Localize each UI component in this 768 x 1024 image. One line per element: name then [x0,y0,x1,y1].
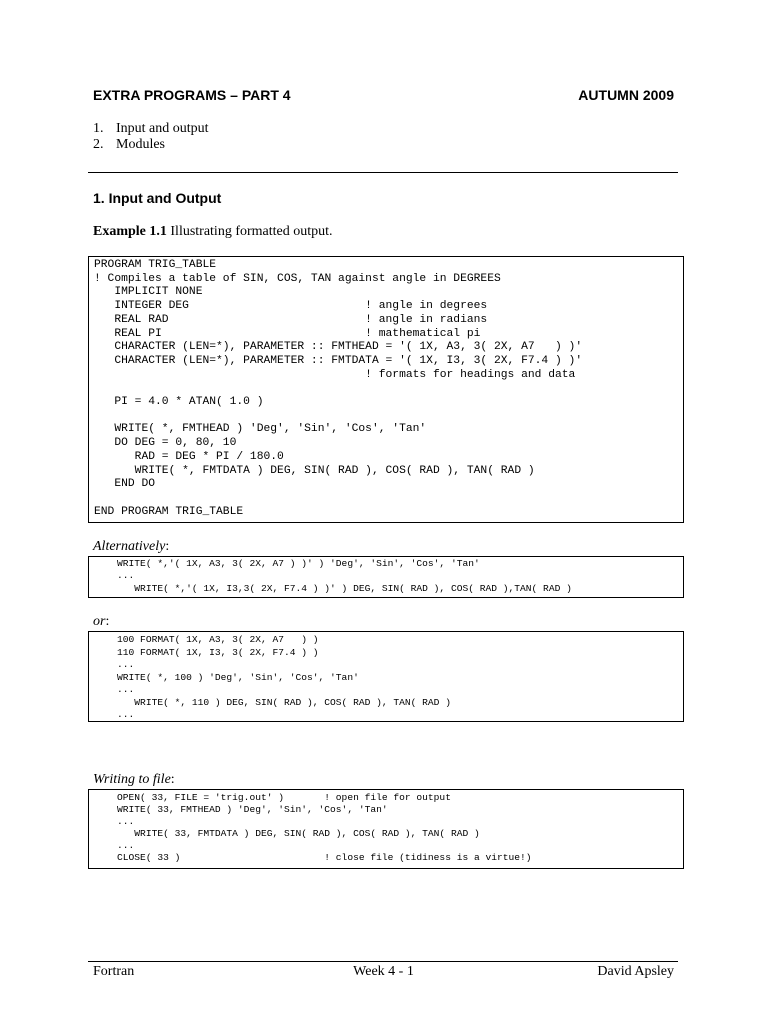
page-footer [93,964,674,982]
list-item-label: Input and output [116,121,209,136]
example-caption [93,224,333,240]
term-label: AUTUMN 2009 [578,87,674,103]
code-text: OPEN( 33, FILE = 'trig.out' ) ! open file for output WRITE( 33, FMTHEAD ) 'Deg', 'Sin', 'Cos', 'Tan' ... WRITE( 33, FMTDATA ) DEG, SIN( RAD ), COS( RAD ), TAN( RAD ) ... CLOSE( 33 ) ! close file (tidiness is a virtue!) [117,792,532,864]
list-item [93,137,209,153]
file-writing-caption [93,772,175,788]
code-listing-alternative [88,556,684,598]
footer-page-number: Week 4 - 1 [353,964,414,979]
footer-divider [88,961,678,962]
caption-colon: : [105,614,110,629]
contents-list [93,121,209,153]
list-item-label: Modules [116,137,165,152]
example-label: Example 1.1 [93,224,167,239]
caption-text: Alternatively [93,539,166,554]
caption-colon: : [170,772,175,787]
list-item [93,121,209,137]
alternative-caption [93,539,169,555]
or-caption [93,614,109,630]
code-listing-main [88,256,684,523]
code-text: WRITE( *,'( 1X, A3, 3( 2X, A7 ) )' ) 'Deg', 'Sin', 'Cos', 'Tan' ... WRITE( *,'( 1X, I3,3( 2X, F7.4 ) )' ) DEG, SIN( RAD ), COS( RAD ),TAN( RAD ) [117,558,572,594]
list-item-number: 2. [93,137,104,152]
section-heading: 1. Input and Output [93,190,222,206]
code-text: PROGRAM TRIG_TABLE ! Compiles a table of SIN, COS, TAN against angle in DEGREES IMPLICIT NONE INTEGER DEG ! angle in degrees REAL RAD ! angle in radians REAL PI ! mathematical pi CHARACTER (LEN=*), PARAMETER :: FMTHEAD = '( 1X, A3, 3( 2X, A7 ) )' CHARACTER (LEN=*), PARAMETER :: FMTDATA = '( 1X, I3, 3( 2X, F7.4 ) )' ! formats for headings and data PI = 4.0 * ATAN( 1.0 ) WRITE( *, FMTHEAD ) 'Deg', 'Sin', 'Cos', 'Tan' DO DEG = 0, 80, 10 RAD = DEG * PI / 180.0 WRITE( *, FMTDATA ) DEG, SIN( RAD ), COS( RAD ), TAN( RAD ) END DO END PROGRAM TRIG_TABLE [94,259,583,518]
footer-author: David Apsley [597,964,674,979]
list-item-number: 1. [93,121,104,136]
example-description: Illustrating formatted output. [166,224,333,239]
caption-text: or [93,614,106,629]
code-text: 100 FORMAT( 1X, A3, 3( 2X, A7 ) ) 110 FORMAT( 1X, I3, 3( 2X, F7.4 ) ) ... WRITE( *, 100 ) 'Deg', 'Sin', 'Cos', 'Tan' ... WRITE( *, 110 ) DEG, SIN( RAD ), COS( RAD ), TAN( RAD ) ... [117,634,451,720]
caption-colon: : [165,539,170,554]
code-listing-file-output [88,789,684,869]
header-divider [88,172,678,173]
document-title: EXTRA PROGRAMS – PART 4 [93,87,291,103]
code-listing-format-labels [88,631,684,722]
footer-course: Fortran [93,964,135,979]
page-header [93,87,674,107]
caption-text: Writing to file [93,772,171,787]
